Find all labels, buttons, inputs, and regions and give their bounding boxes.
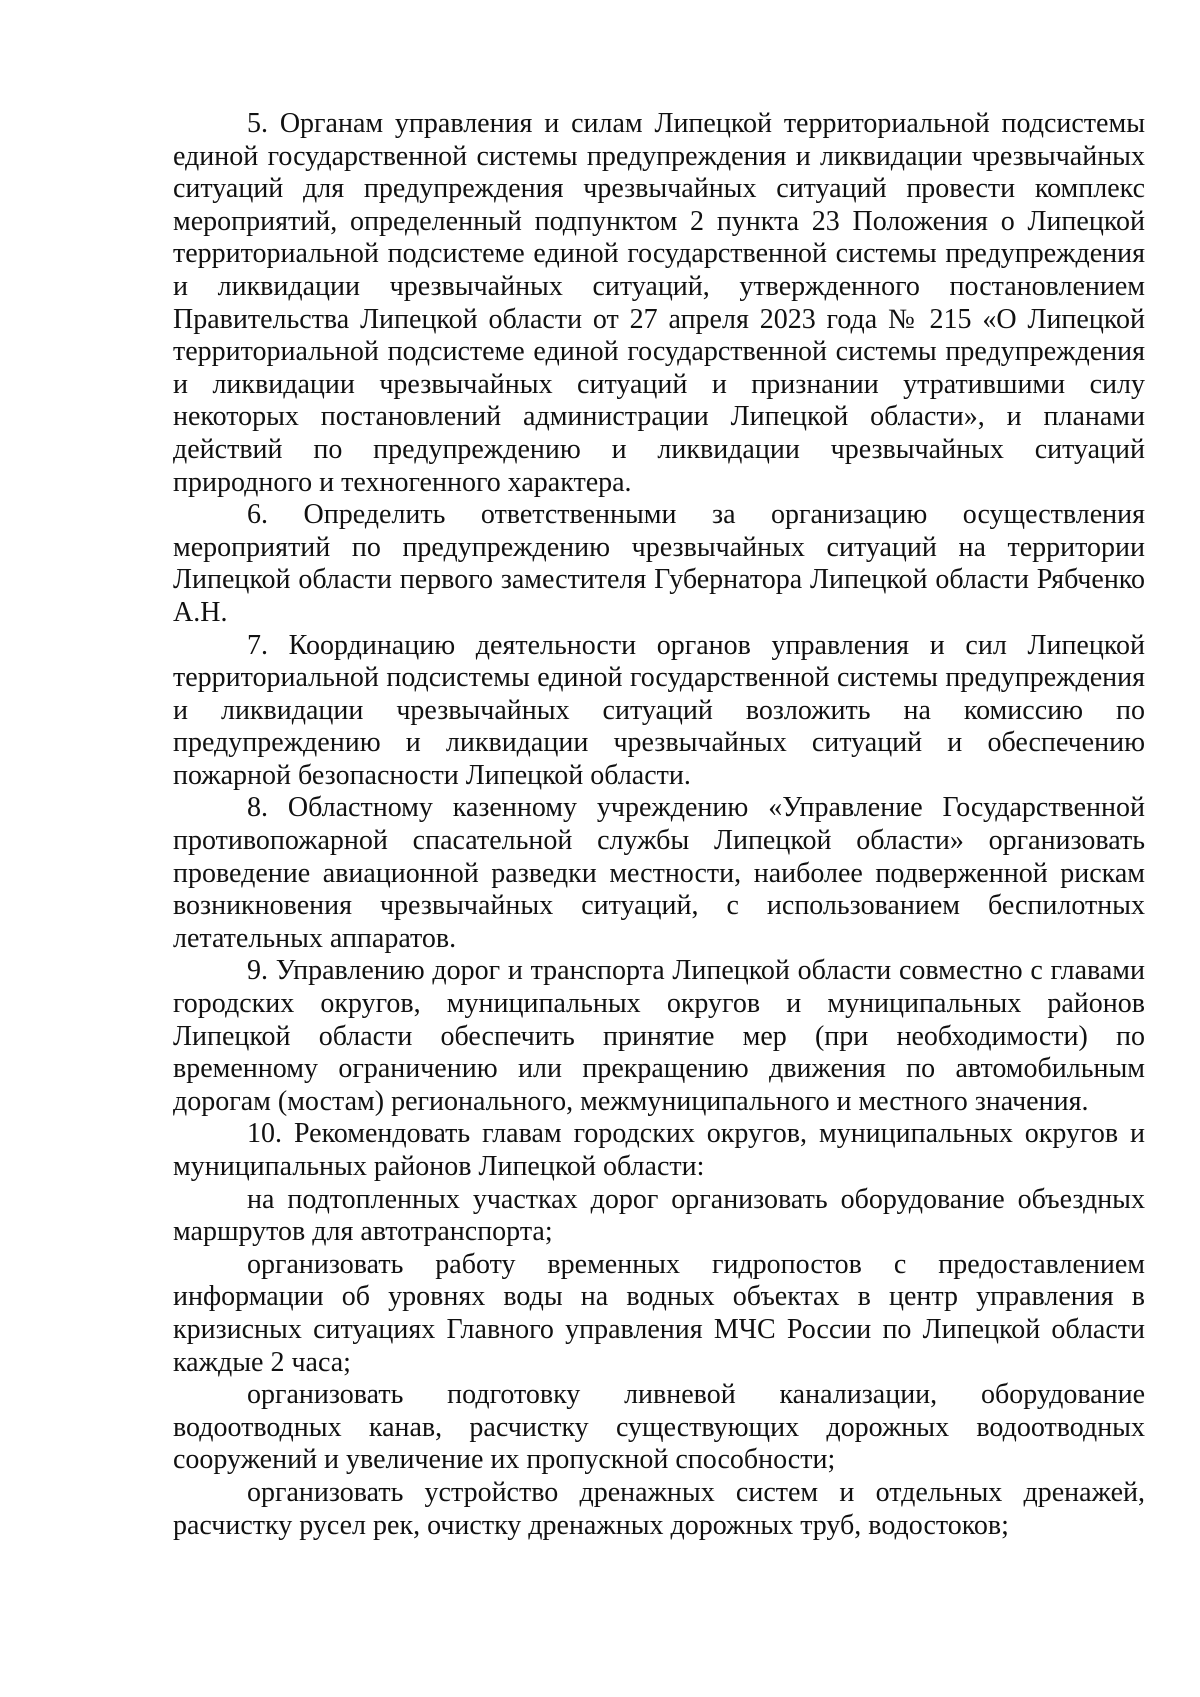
- paragraph-10-item-detour-routes: на подтопленных участках дорог организовать оборудование объездных маршрутов для автотранспорта;: [173, 1183, 1145, 1248]
- paragraph-10-item-gauging-posts: организовать работу временных гидропостов с предоставлением информации об уровнях воды на водных объектах в центр управления в кризисных ситуациях Главного управления МЧС России по Липецкой области каждые 2 часа;: [173, 1248, 1145, 1378]
- paragraph-9: 9. Управлению дорог и транспорта Липецкой области совместно с главами городских округов, муниципальных округов и муниципальных районов Липецкой области обеспечить принятие мер (при необходимости) по временному ограничению или прекращению движения по автомобильным дорогам (мостам) регионального, межмуниципального и местного значения.: [173, 955, 1145, 1117]
- document-page: [173, 108, 1145, 1542]
- paragraph-6: 6. Определить ответственными за организацию осуществления мероприятий по предупреждению чрезвычайных ситуаций на территории Липецкой области первого заместителя Губернатора Липецкой области Рябченко А.Н.: [173, 499, 1145, 628]
- paragraph-10-item-drainage: организовать устройство дренажных систем и отдельных дренажей, расчистку русел рек, очистку дренажных дорожных труб, водостоков;: [173, 1476, 1145, 1541]
- paragraph-5: 5. Органам управления и силам Липецкой территориальной подсистемы единой государственной системы предупреждения и ликвидации чрезвычайных ситуаций для предупреждения чрезвычайных ситуаций провести комплекс мероприятий, определенный подпунктом 2 пункта 23 Положения о Липецкой территориальной подсистеме единой государственной системы предупреждения и ликвидации чрезвычайных ситуаций, утвержденного постановлением Правительства Липецкой области от 27 апреля 2023 года № 215 «О Липецкой территориальной подсистеме единой государственной системы предупреждения и ликвидации чрезвычайных ситуаций и признании утратившими силу некоторых постановлений администрации Липецкой области», и планами действий по предупреждению и ликвидации чрезвычайных ситуаций природного и техногенного характера.: [173, 108, 1145, 498]
- paragraph-10-item-storm-sewer: организовать подготовку ливневой канализации, оборудование водоотводных канав, расчистку существующих дорожных водоотводных сооружений и увеличение их пропускной способности;: [173, 1379, 1145, 1476]
- paragraph-7: 7. Координацию деятельности органов управления и сил Липецкой территориальной подсистемы единой государственной системы предупреждения и ликвидации чрезвычайных ситуаций возложить на комиссию по предупреждению и ликвидации чрезвычайных ситуаций и обеспечению пожарной безопасности Липецкой области.: [173, 629, 1145, 791]
- paragraph-8: 8. Областному казенному учреждению «Управление Государственной противопожарной спасательной службы Липецкой области» организовать проведение авиационной разведки местности, наиболее подверженной рискам возникновения чрезвычайных ситуаций, с использованием беспилотных летательных аппаратов.: [173, 792, 1145, 954]
- paragraph-10: 10. Рекомендовать главам городских округов, муниципальных округов и муниципальных районов Липецкой области:: [173, 1118, 1145, 1182]
